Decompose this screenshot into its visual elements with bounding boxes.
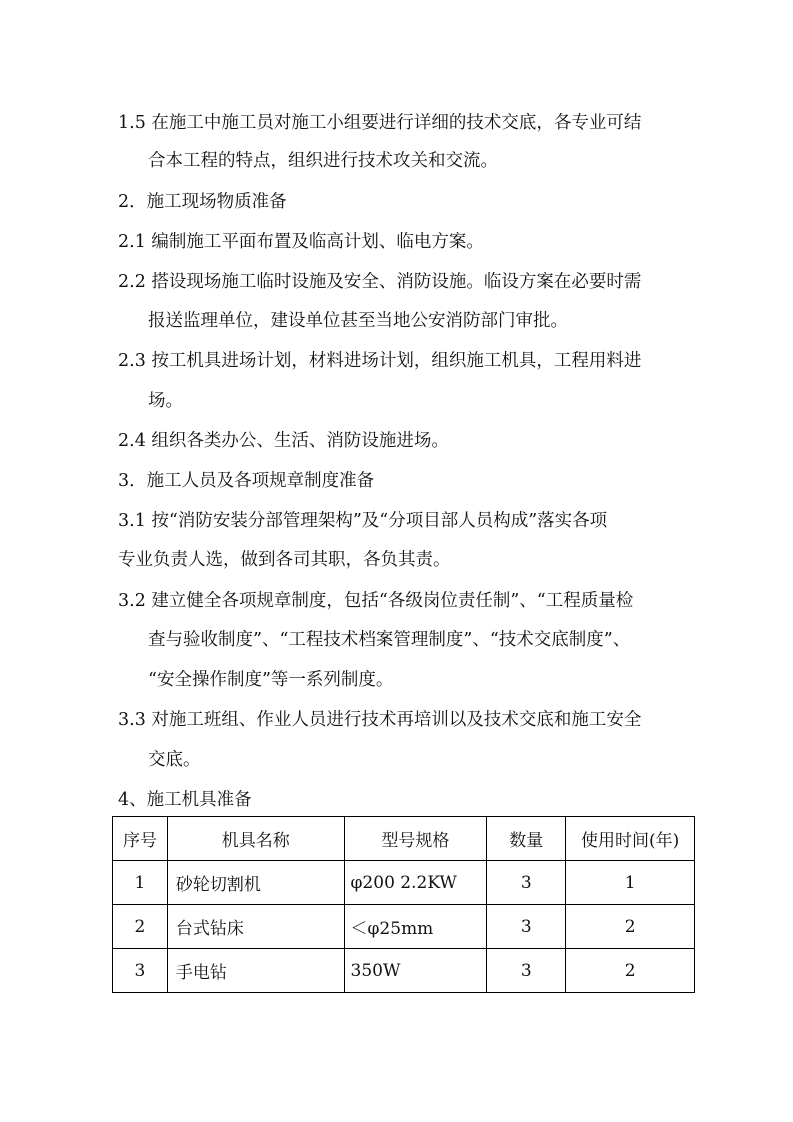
paragraph-3-3-cont: 交底。 — [148, 750, 201, 770]
cell-spec: φ200 2.2KW — [344, 861, 487, 905]
cell-name: 砂轮切割机 — [167, 861, 344, 905]
paragraph-3-2: 3.2 建立健全各项规章制度，包括“各级岗位责任制”、“工程质量检 — [118, 591, 634, 611]
heading-3: 3．施工人员及各项规章制度准备 — [118, 471, 375, 491]
table-row — [113, 949, 695, 993]
paragraph-3-2-cont-1: 查与验收制度”、“工程技术档案管理制度”、“技术交底制度”、 — [148, 630, 631, 650]
cell-name: 台式钻床 — [167, 905, 344, 949]
header-cell-name: 机具名称 — [167, 817, 344, 861]
cell-quantity: 3 — [487, 905, 566, 949]
table-row — [113, 905, 695, 949]
table-row — [113, 861, 695, 905]
cell-years: 1 — [566, 861, 695, 905]
cell-quantity: 3 — [487, 949, 566, 993]
paragraph-2-2: 2.2 搭设现场施工临时设施及安全、消防设施。临设方案在必要时需 — [118, 272, 642, 292]
paragraph-3-1: 3.1 按“消防安装分部管理架构”及“分项目部人员构成”落实各项 — [118, 511, 608, 531]
cell-years: 2 — [566, 905, 695, 949]
paragraph-2-3-cont: 场。 — [148, 391, 183, 411]
paragraph-1-5-cont: 合本工程的特点，组织进行技术攻关和交流。 — [148, 151, 498, 171]
cell-index: 2 — [113, 905, 168, 949]
paragraph-3-3: 3.3 对施工班组、作业人员进行技术再培训以及技术交底和施工安全 — [118, 710, 642, 730]
cell-name: 手电钻 — [167, 949, 344, 993]
cell-index: 1 — [113, 861, 168, 905]
paragraph-2-1: 2.1 编制施工平面布置及临高计划、临电方案。 — [118, 232, 484, 252]
heading-4: 4、施工机具准备 — [118, 790, 252, 810]
cell-spec: 350W — [344, 949, 487, 993]
header-cell-quantity: 数量 — [487, 817, 566, 861]
paragraph-2-4: 2.4 组织各类办公、生活、消防设施进场。 — [118, 431, 449, 451]
header-cell-spec: 型号规格 — [344, 817, 487, 861]
header-cell-index: 序号 — [113, 817, 168, 861]
paragraph-3-2-cont-2: “安全操作制度”等一系列制度。 — [148, 670, 394, 690]
tools-table — [112, 816, 695, 993]
cell-spec: ＜φ25mm — [344, 905, 487, 949]
paragraph-2-3: 2.3 按工机具进场计划，材料进场计划，组织施工机具，工程用料进 — [118, 351, 642, 371]
cell-quantity: 3 — [487, 861, 566, 905]
paragraph-3-1-cont: 专业负责人选，做到各司其职，各负其责。 — [118, 550, 451, 570]
header-cell-years: 使用时间(年) — [566, 817, 695, 861]
table-header-row — [113, 817, 695, 861]
paragraph-2-2-cont: 报送监理单位，建设单位甚至当地公安消防部门审批。 — [148, 311, 568, 331]
heading-2: 2．施工现场物质准备 — [118, 192, 287, 212]
cell-years: 2 — [566, 949, 695, 993]
cell-index: 3 — [113, 949, 168, 993]
paragraph-1-5: 1.5 在施工中施工员对施工小组要进行详细的技术交底，各专业可结 — [118, 113, 642, 133]
